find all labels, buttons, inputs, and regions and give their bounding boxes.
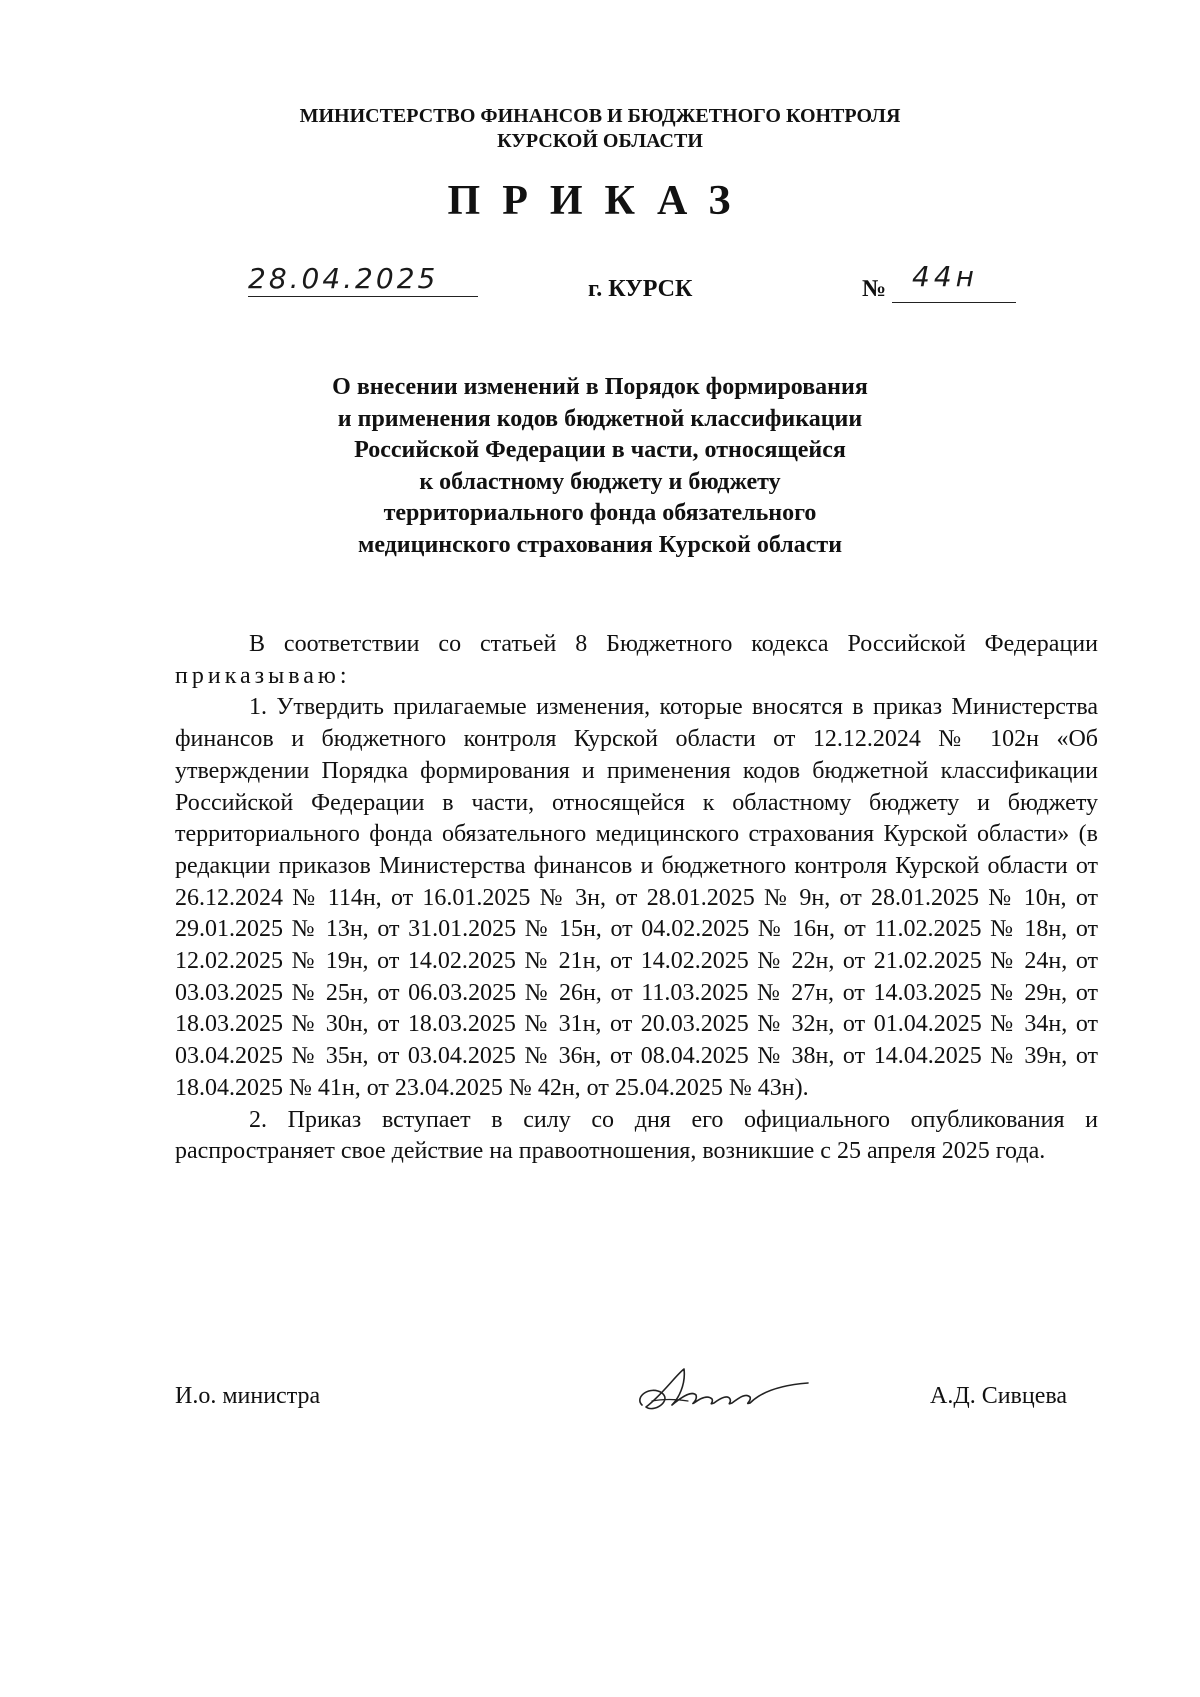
preamble-paragraph — [175, 629, 1098, 692]
number-label: № — [862, 276, 887, 302]
handwritten-signature — [632, 1355, 812, 1425]
item-2-paragraph: 2. Приказ вступает в силу со дня его официального опубликования и распространяет свое действие на правоотношения, возникшие с 25 апреля 2025 года. — [175, 1106, 1098, 1165]
ministry-header — [0, 104, 1200, 154]
ministry-line-1: МИНИСТЕРСТВО ФИНАНСОВ И БЮДЖЕТНОГО КОНТРОЛЯ — [299, 105, 901, 127]
title-line: и применения кодов бюджетной классификации — [337, 405, 863, 432]
order-body — [175, 629, 1098, 1168]
item-1-paragraph: 1. Утвердить прилагаемые изменения, которые вносятся в приказ Министерства финансов и бюджетного контроля Курской области от 12.12.2024 № 102н «Об утверждении Порядка формирования и применения кодов бюджетной классификации Российской Федерации в части, относящейся к областному бюджету и бюджету территориального фонда обязательного медицинского страхования Курской области» (в редакции приказов Министерства финансов и бюджетного контроля Курской области от 26.12.2024 № 114н, от 16.01.2025 № 3н, от 28.01.2025 № 9н, от 28.01.2025 № 10н, от 29.01.2025 № 13н, от 31.01.2025 № 15н, от 04.02.2025 № 16н, от 11.02.2025 № 18н, от 12.02.2025 № 19н, от 14.02.2025 № 21н, от 14.02.2025 № 22н, от 21.02.2025 № 24н, от 03.03.2025 № 25н, от 06.03.2025 № 26н, от 11.03.2025 № 27н, от 14.03.2025 № 29н, от 18.03.2025 № 30н, от 18.03.2025 № 31н, от 20.03.2025 № 32н, от 01.04.2025 № 34н, от 03.04.2025 № 35н, от 03.04.2025 № 36н, от 08.04.2025 № 38н, от 14.04.2025 № 39н, от 18.04.2025 № 41н, от 23.04.2025 № 42н, от 25.04.2025 № 43н). — [175, 694, 1098, 1101]
date-underline — [248, 296, 478, 297]
title-line: Российской Федерации в части, относящейся — [354, 437, 846, 463]
handwritten-date: 28.04.2025 — [248, 262, 439, 295]
title-line: к областному бюджету и бюджету — [419, 468, 781, 495]
title-line: медицинского страхования Курской области — [357, 531, 843, 558]
preamble-text: В соответствии со статьей 8 Бюджетного кодекса Российской Федерации — [249, 631, 1098, 657]
ministry-line-2: КУРСКОЙ ОБЛАСТИ — [497, 130, 703, 152]
title-line: О внесении изменений в Порядок формирования — [332, 374, 868, 400]
preamble-order-word: приказываю: — [175, 662, 351, 689]
order-title — [0, 372, 1200, 561]
signatory-position: И.о. министра — [175, 1383, 321, 1409]
title-line: территориального фонда обязательного — [383, 500, 817, 526]
handwritten-number: 44н — [912, 260, 978, 293]
number-underline — [892, 302, 1016, 303]
document-type-title: ПРИКАЗ — [447, 178, 753, 224]
signatory-name: А.Д. Сивцева — [930, 1383, 1068, 1409]
city-label: г. КУРСК — [588, 276, 693, 302]
